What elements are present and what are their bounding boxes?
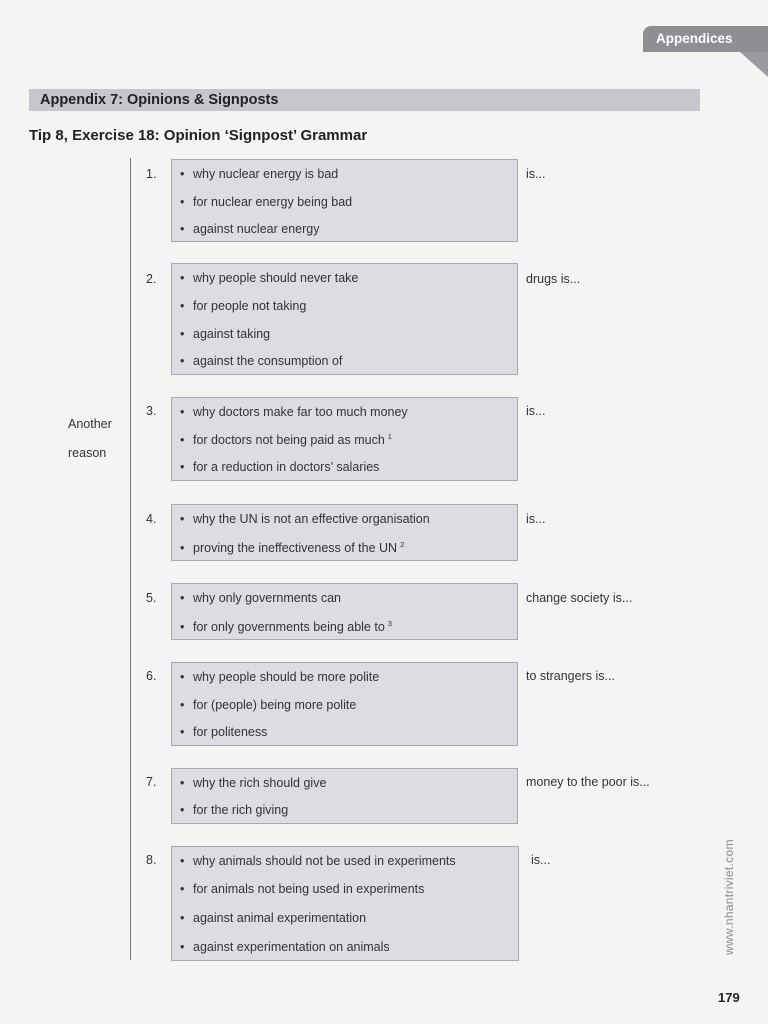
appendix-heading: Appendix 7: Opinions & Signposts [29, 89, 700, 111]
phrase-box [171, 583, 518, 640]
watermark: www.nhantriviet.com [722, 839, 736, 955]
phrase-line: • why the rich should give [180, 776, 327, 790]
phrase-line: • for animals not being used in experiments [180, 882, 425, 896]
phrase-line: • for (people) being more polite [180, 698, 357, 712]
phrase-line: • against experimentation on animals [180, 940, 390, 954]
item-number: 2. [146, 272, 157, 286]
phrase-box [171, 768, 518, 824]
footnote-marker: 2 [400, 540, 405, 549]
phrase-line: • for politeness [180, 725, 268, 739]
sentence-ending: is... [526, 512, 546, 526]
appendices-tab[interactable]: Appendices [643, 26, 768, 52]
phrase-line: • against animal experimentation [180, 911, 367, 925]
exercise-title: Tip 8, Exercise 18: Opinion ‘Signpost’ Grammar [29, 127, 368, 144]
phrase-line: • for nuclear energy being bad [180, 195, 353, 209]
phrase-box [171, 504, 518, 561]
sentence-ending: drugs is... [526, 272, 581, 286]
sentence-ending: to strangers is... [526, 669, 615, 683]
phrase-line: • for only governments being able to $^3$ [180, 619, 392, 634]
phrase-line: • why people should never take [180, 271, 359, 285]
phrase-line: • against nuclear energy [180, 222, 320, 236]
side-label-another: Another [68, 417, 112, 431]
phrase-line: • against the consumption of [180, 354, 343, 368]
sentence-ending: change society is... [526, 591, 633, 605]
phrase-line: • why people should be more polite [180, 670, 380, 684]
item-number: 3. [146, 404, 157, 418]
sentence-ending: is... [531, 853, 551, 867]
phrase-line: • why nuclear energy is bad [180, 167, 339, 181]
phrase-line: • for people not taking [180, 299, 307, 313]
phrase-line: • why only governments can [180, 591, 341, 605]
item-number: 7. [146, 775, 157, 789]
phrase-line: • why doctors make far too much money [180, 405, 408, 419]
item-number: 4. [146, 512, 157, 526]
margin-rule [130, 158, 131, 960]
phrase-box [171, 397, 518, 481]
phrase-line: • why animals should not be used in experiments [180, 854, 456, 868]
sentence-ending: is... [526, 167, 546, 181]
item-number: 6. [146, 669, 157, 683]
phrase-line: • for a reduction in doctors’ salaries [180, 460, 380, 474]
phrase-box [171, 662, 518, 746]
footnote-marker: 1 [387, 432, 392, 441]
phrase-box [171, 159, 518, 242]
phrase-box [171, 846, 519, 961]
side-label-reason: reason [68, 446, 107, 460]
phrase-line: • against taking [180, 327, 271, 341]
sentence-ending: money to the poor is... [526, 775, 650, 789]
sentence-ending: is... [526, 404, 546, 418]
footnote-marker: 3 [387, 619, 392, 628]
item-number: 1. [146, 167, 157, 181]
phrase-box [171, 263, 518, 375]
page-number: 179 [718, 990, 740, 1005]
item-number: 5. [146, 591, 157, 605]
tab-fold-decoration [740, 52, 768, 77]
item-number: 8. [146, 853, 157, 867]
phrase-line: • why the UN is not an effective organisation [180, 512, 430, 526]
phrase-line: • for doctors not being paid as much $^1$ [180, 432, 392, 447]
phrase-line: • for the rich giving [180, 803, 289, 817]
phrase-line: • proving the ineffectiveness of the UN $^2$ [180, 540, 405, 555]
